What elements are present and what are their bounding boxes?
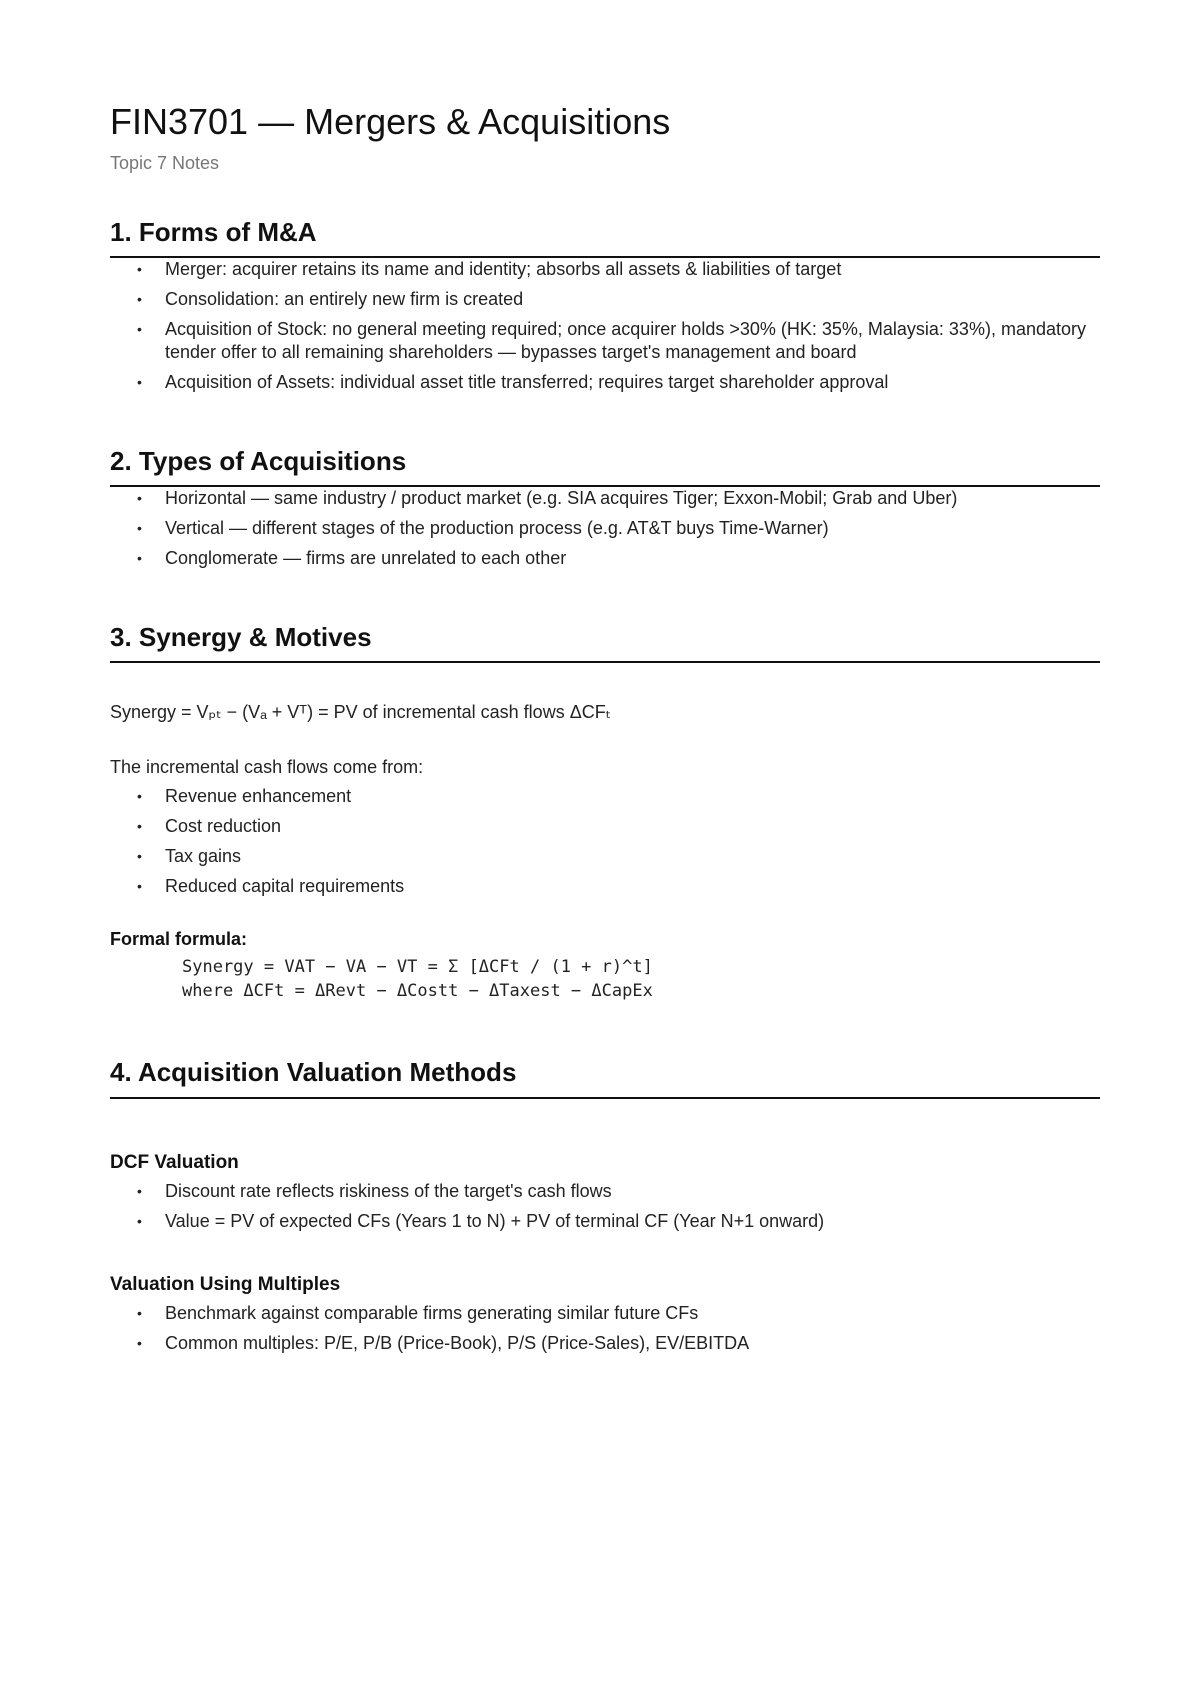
list-item bbox=[110, 258, 1100, 281]
bullet-list bbox=[110, 785, 1100, 898]
list-item-text: Revenue enhancement bbox=[165, 786, 352, 807]
list-item bbox=[110, 487, 1100, 510]
section-forms-of-ma bbox=[110, 217, 1100, 394]
bullet-icon: • bbox=[137, 520, 142, 537]
section-heading: 3. Synergy & Motives bbox=[110, 622, 1100, 663]
list-item-text: Cost reduction bbox=[165, 816, 282, 837]
bullet-icon: • bbox=[137, 320, 142, 337]
list-item bbox=[110, 815, 1100, 838]
subsection-heading: Valuation Using Multiples bbox=[110, 1273, 341, 1295]
section-synergy-motives bbox=[110, 622, 1100, 1003]
bullet-list bbox=[110, 258, 1100, 394]
list-item bbox=[110, 547, 1100, 570]
bullet-icon: • bbox=[137, 1334, 142, 1351]
bullet-icon: • bbox=[137, 260, 142, 277]
section-heading: 4. Acquisition Valuation Methods bbox=[110, 1057, 1100, 1098]
list-item-text: Consolidation: an entirely new firm is created bbox=[165, 288, 524, 309]
bullet-icon: • bbox=[137, 550, 142, 567]
list-item bbox=[110, 371, 1100, 394]
list-item-text: Value = PV of expected CFs (Years 1 to N) + PV of terminal CF (Year N+1 onward) bbox=[165, 1210, 825, 1231]
list-item-text: Common multiples: P/E, P/B (Price-Book), P/S (Price-Sales), EV/EBITDA bbox=[165, 1332, 750, 1353]
formula-block bbox=[110, 955, 1100, 1003]
list-item-text: Acquisition of Stock: no general meeting required; once acquirer holds >30% (HK: 35%, Malaysia: 33%), mandatory tender offer to all remaining shareholders — bypasses target's management and board bbox=[165, 318, 1086, 362]
list-item bbox=[110, 1210, 1100, 1233]
list-item-text: Merger: acquirer retains its name and identity; absorbs all assets & liabilities of target bbox=[165, 258, 842, 279]
list-item bbox=[110, 845, 1100, 868]
document-page bbox=[110, 100, 1100, 1362]
bullet-icon: • bbox=[137, 1212, 142, 1229]
formula-label: Formal formula: bbox=[110, 929, 248, 950]
subsection-heading: DCF Valuation bbox=[110, 1151, 239, 1173]
section-valuation-methods bbox=[110, 1057, 1100, 1354]
document-title: FIN3701 — Mergers & Acquisitions bbox=[110, 101, 671, 142]
list-item bbox=[110, 517, 1100, 540]
bullet-list bbox=[110, 1302, 1100, 1355]
list-item-text: Reduced capital requirements bbox=[165, 876, 405, 897]
bullet-icon: • bbox=[137, 373, 142, 390]
bullet-icon: • bbox=[137, 1304, 142, 1321]
list-item-text: Conglomerate — firms are unrelated to each other bbox=[165, 548, 567, 569]
list-item-text: Discount rate reflects riskiness of the target's cash flows bbox=[165, 1180, 612, 1201]
list-item-text: Tax gains bbox=[165, 846, 242, 867]
list-item-text: Benchmark against comparable firms generating similar future CFs bbox=[165, 1302, 699, 1323]
list-item-text: Horizontal — same industry / product market (e.g. SIA acquires Tiger; Exxon-Mobil; Grab and Uber) bbox=[165, 488, 958, 509]
bullet-icon: • bbox=[137, 788, 142, 805]
list-item bbox=[110, 318, 1100, 364]
bullet-icon: • bbox=[137, 490, 142, 507]
bullet-icon: • bbox=[137, 1182, 142, 1199]
bullet-icon: • bbox=[137, 818, 142, 835]
bullet-icon: • bbox=[137, 290, 142, 307]
list-item-text: Acquisition of Assets: individual asset title transferred; requires target shareholder approval bbox=[165, 371, 889, 392]
bullet-icon: • bbox=[137, 848, 142, 865]
bullet-list bbox=[110, 487, 1100, 570]
list-item bbox=[110, 288, 1100, 311]
bullet-icon: • bbox=[137, 878, 142, 895]
list-item-text: Vertical — different stages of the production process (e.g. AT&T buys Time-Warner) bbox=[165, 518, 829, 539]
bullet-list bbox=[110, 1180, 1100, 1233]
list-item bbox=[110, 875, 1100, 898]
section-heading: 1. Forms of M&A bbox=[110, 217, 1100, 258]
list-item bbox=[110, 1180, 1100, 1203]
cash-flow-intro: The incremental cash flows come from: bbox=[110, 757, 424, 778]
document-subtitle: Topic 7 Notes bbox=[110, 153, 220, 174]
list-item bbox=[110, 1332, 1100, 1355]
section-heading: 2. Types of Acquisitions bbox=[110, 446, 1100, 487]
list-item bbox=[110, 1302, 1100, 1325]
formula-line: Synergy = VAT − VA − VT = Σ [ΔCFt / (1 + r)^t] bbox=[182, 957, 653, 978]
synergy-definition: Synergy = Vₚₜ − (Vₐ + Vᵀ) = PV of incremental cash flows ΔCFₜ bbox=[110, 702, 612, 723]
list-item bbox=[110, 785, 1100, 808]
section-types-of-acquisitions bbox=[110, 446, 1100, 570]
formula-line: where ΔCFt = ΔRevt − ΔCostt − ΔTaxest − ΔCapEx bbox=[182, 981, 653, 1002]
